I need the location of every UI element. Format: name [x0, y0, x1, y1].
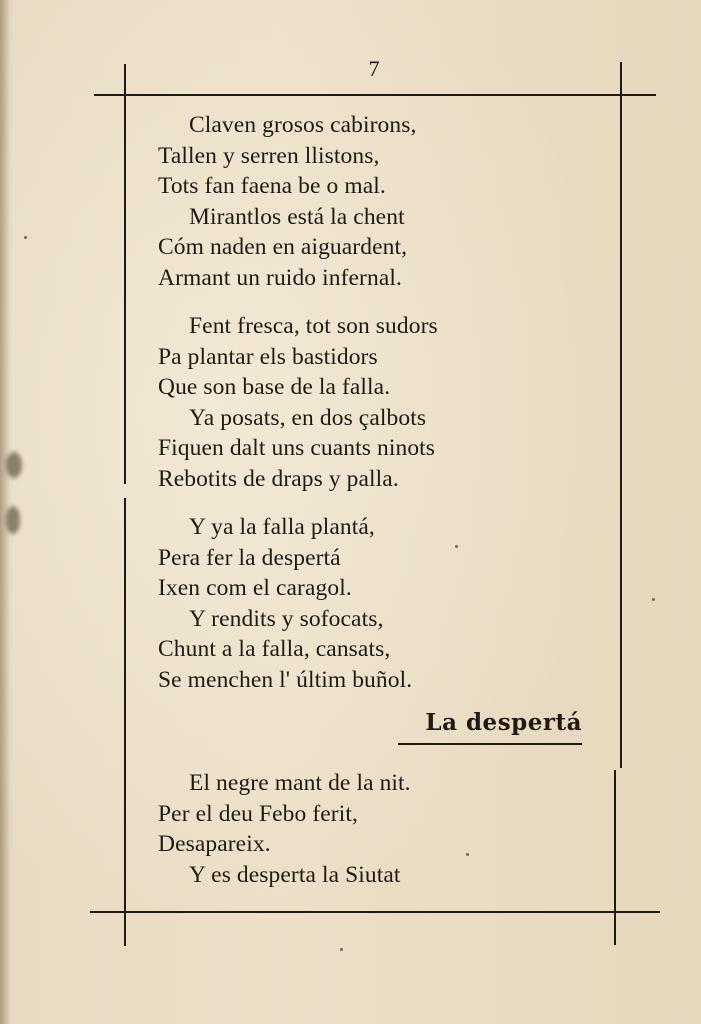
verse-line: Tots fan faena be o mal. [158, 173, 386, 199]
stanza [158, 512, 598, 695]
heading-underline [398, 743, 582, 745]
verse-line: Y ya la falla plantá, [189, 514, 375, 540]
verse-line: Rebotits de draps y palla. [158, 465, 399, 492]
paper-speck [652, 598, 655, 601]
frame-left-line [124, 64, 126, 484]
verse-line: Chunt a la falla, cansats, [158, 636, 391, 662]
verse-line: Per el deu Febo ferit, [158, 800, 358, 827]
verse-line: Que son base de la falla. [158, 374, 391, 400]
poem-text-continued [158, 768, 598, 908]
paper-speck [455, 545, 458, 548]
verse-line: Ixen com el caragol. [158, 575, 352, 601]
verse-line: Fiquen dalt uns cuants ninots [158, 435, 436, 461]
stanza [158, 311, 598, 494]
poem-text [158, 110, 598, 713]
frame-right-line [614, 770, 616, 945]
frame-left-line [124, 498, 126, 946]
verse-line: Cóm naden en aiguardent, [158, 234, 408, 260]
page-stain [6, 506, 20, 534]
verse-line: Y rendits y sofocats, [189, 605, 384, 632]
paper-speck [466, 853, 469, 856]
paper-speck [24, 236, 27, 239]
verse-line: Armant un ruido infernal. [158, 264, 402, 291]
stanza [158, 768, 598, 890]
page-number: 7 [368, 56, 380, 81]
paper-speck [340, 948, 343, 951]
verse-line: Desapareix. [158, 831, 271, 857]
verse-line: Pera fer la despertá [158, 544, 341, 571]
verse-line: Y es desperta la Siutat [189, 861, 401, 888]
verse-line: Pa plantar els bastidors [158, 343, 378, 370]
stanza [158, 110, 598, 293]
page-stain [6, 452, 22, 478]
verse-line: Ya posats, en dos çalbots [189, 404, 427, 431]
section-heading [402, 708, 582, 738]
verse-line: Mirantlos está la chent [189, 203, 405, 230]
frame-bottom-rule [90, 911, 660, 913]
verse-line: Se menchen l' últim buñol. [158, 666, 413, 693]
verse-line: El negre mant de la nit. [189, 770, 411, 796]
verse-line: Fent fresca, tot son sudors [189, 313, 438, 339]
frame-right-line [620, 62, 622, 768]
section-title: La despertá [425, 709, 582, 736]
verse-line: Tallen y serren llistons, [158, 142, 380, 169]
verse-line: Claven grosos cabirons, [189, 112, 417, 138]
frame-top-rule [94, 94, 656, 96]
